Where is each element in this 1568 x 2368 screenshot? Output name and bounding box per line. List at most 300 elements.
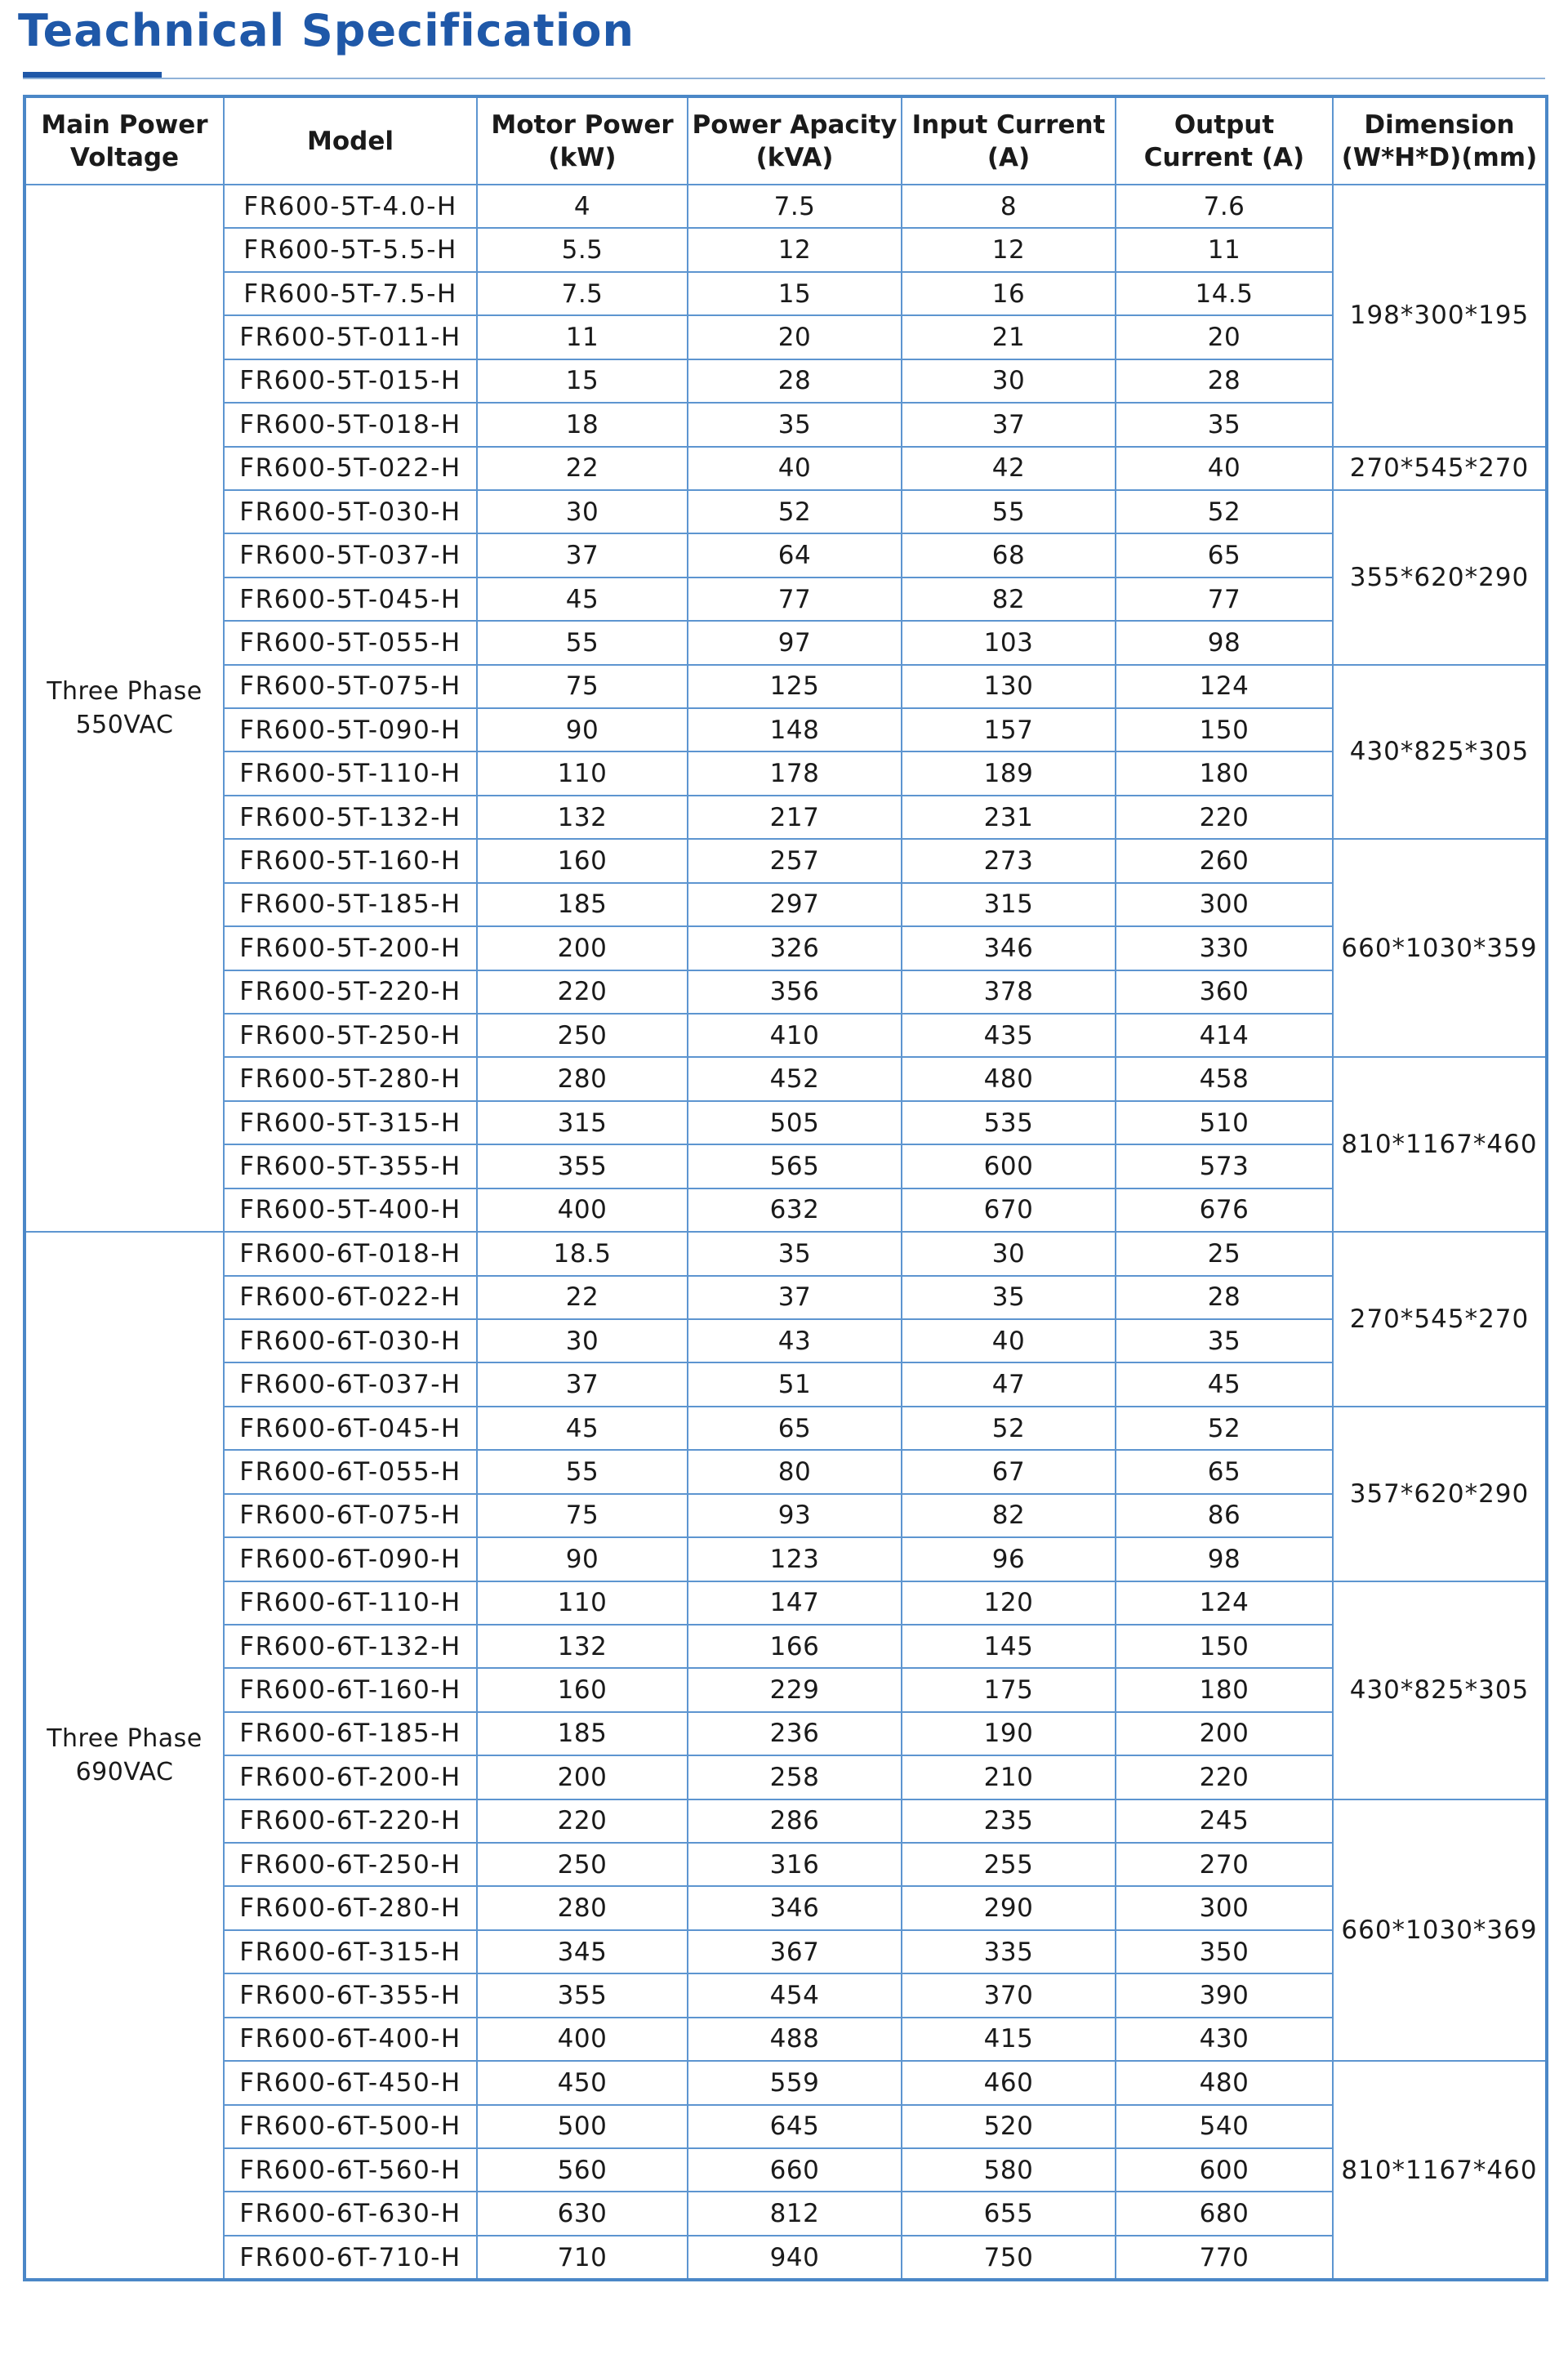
model-cell: FR600-6T-045-H bbox=[224, 1407, 477, 1450]
power-capacity-cell: 166 bbox=[688, 1625, 902, 1668]
power-capacity-cell: 77 bbox=[688, 578, 902, 621]
table-row bbox=[24, 490, 1547, 533]
output-current-cell: 390 bbox=[1116, 1973, 1333, 2017]
input-current-cell: 67 bbox=[902, 1450, 1116, 1493]
motor-power-cell: 45 bbox=[477, 1407, 688, 1450]
motor-power-cell: 220 bbox=[477, 970, 688, 1014]
input-current-cell: 273 bbox=[902, 839, 1116, 882]
power-capacity-cell: 454 bbox=[688, 1973, 902, 2017]
table-row bbox=[24, 1625, 1547, 1668]
dimension-cell: 810*1167*460 bbox=[1333, 1057, 1547, 1232]
table-row bbox=[24, 359, 1547, 403]
dimension-cell: 270*545*270 bbox=[1333, 1232, 1547, 1407]
table-row bbox=[24, 1188, 1547, 1232]
model-cell: FR600-5T-015-H bbox=[224, 359, 477, 403]
table-row bbox=[24, 621, 1547, 664]
model-cell: FR600-6T-200-H bbox=[224, 1755, 477, 1799]
table-row bbox=[24, 1843, 1547, 1886]
model-cell: FR600-5T-185-H bbox=[224, 883, 477, 926]
input-current-cell: 42 bbox=[902, 447, 1116, 490]
header-motor-power: Motor Power (kW) bbox=[477, 96, 688, 185]
power-capacity-cell: 326 bbox=[688, 926, 902, 970]
model-cell: FR600-6T-075-H bbox=[224, 1494, 477, 1537]
motor-power-cell: 110 bbox=[477, 1581, 688, 1625]
model-cell: FR600-5T-018-H bbox=[224, 403, 477, 446]
output-current-cell: 98 bbox=[1116, 621, 1333, 664]
model-cell: FR600-5T-4.0-H bbox=[224, 185, 477, 228]
model-cell: FR600-6T-110-H bbox=[224, 1581, 477, 1625]
model-cell: FR600-6T-450-H bbox=[224, 2061, 477, 2104]
power-capacity-cell: 356 bbox=[688, 970, 902, 1014]
table-row bbox=[24, 2192, 1547, 2235]
model-cell: FR600-6T-185-H bbox=[224, 1712, 477, 1755]
model-cell: FR600-5T-280-H bbox=[224, 1057, 477, 1100]
output-current-cell: 14.5 bbox=[1116, 272, 1333, 315]
output-current-cell: 77 bbox=[1116, 578, 1333, 621]
table-row bbox=[24, 1973, 1547, 2017]
motor-power-cell: 75 bbox=[477, 665, 688, 708]
motor-power-cell: 110 bbox=[477, 751, 688, 795]
power-capacity-cell: 147 bbox=[688, 1581, 902, 1625]
table-row bbox=[24, 1319, 1547, 1362]
model-cell: FR600-6T-315-H bbox=[224, 1930, 477, 1973]
power-capacity-cell: 178 bbox=[688, 751, 902, 795]
model-cell: FR600-5T-037-H bbox=[224, 533, 477, 577]
input-current-cell: 600 bbox=[902, 1144, 1116, 1188]
table-row bbox=[24, 533, 1547, 577]
model-cell: FR600-6T-560-H bbox=[224, 2148, 477, 2192]
input-current-cell: 670 bbox=[902, 1188, 1116, 1232]
output-current-cell: 260 bbox=[1116, 839, 1333, 882]
output-current-cell: 52 bbox=[1116, 1407, 1333, 1450]
motor-power-cell: 560 bbox=[477, 2148, 688, 2192]
output-current-cell: 676 bbox=[1116, 1188, 1333, 1232]
output-current-cell: 510 bbox=[1116, 1101, 1333, 1144]
input-current-cell: 210 bbox=[902, 1755, 1116, 1799]
motor-power-cell: 345 bbox=[477, 1930, 688, 1973]
output-current-cell: 220 bbox=[1116, 1755, 1333, 1799]
input-current-cell: 189 bbox=[902, 751, 1116, 795]
table-row bbox=[24, 2148, 1547, 2192]
table-row bbox=[24, 1014, 1547, 1057]
input-current-cell: 315 bbox=[902, 883, 1116, 926]
power-capacity-cell: 97 bbox=[688, 621, 902, 664]
motor-power-cell: 30 bbox=[477, 1319, 688, 1362]
output-current-cell: 40 bbox=[1116, 447, 1333, 490]
motor-power-cell: 4 bbox=[477, 185, 688, 228]
model-cell: FR600-6T-022-H bbox=[224, 1276, 477, 1319]
power-capacity-cell: 35 bbox=[688, 1232, 902, 1275]
power-capacity-cell: 217 bbox=[688, 796, 902, 839]
output-current-cell: 300 bbox=[1116, 883, 1333, 926]
input-current-cell: 655 bbox=[902, 2192, 1116, 2235]
output-current-cell: 360 bbox=[1116, 970, 1333, 1014]
header-model: Model bbox=[224, 96, 477, 185]
input-current-cell: 190 bbox=[902, 1712, 1116, 1755]
power-capacity-cell: 148 bbox=[688, 708, 902, 751]
output-current-cell: 330 bbox=[1116, 926, 1333, 970]
power-capacity-cell: 316 bbox=[688, 1843, 902, 1886]
power-capacity-cell: 15 bbox=[688, 272, 902, 315]
motor-power-cell: 185 bbox=[477, 1712, 688, 1755]
motor-power-cell: 37 bbox=[477, 533, 688, 577]
power-capacity-cell: 505 bbox=[688, 1101, 902, 1144]
table-row bbox=[24, 1144, 1547, 1188]
output-current-cell: 180 bbox=[1116, 751, 1333, 795]
output-current-cell: 28 bbox=[1116, 359, 1333, 403]
power-capacity-cell: 632 bbox=[688, 1188, 902, 1232]
model-cell: FR600-6T-030-H bbox=[224, 1319, 477, 1362]
motor-power-cell: 18 bbox=[477, 403, 688, 446]
output-current-cell: 414 bbox=[1116, 1014, 1333, 1057]
power-capacity-cell: 258 bbox=[688, 1755, 902, 1799]
power-capacity-cell: 12 bbox=[688, 228, 902, 271]
header-output-current: Output Current (A) bbox=[1116, 96, 1333, 185]
output-current-cell: 180 bbox=[1116, 1668, 1333, 1711]
table-row bbox=[24, 1755, 1547, 1799]
motor-power-cell: 400 bbox=[477, 2018, 688, 2061]
output-current-cell: 65 bbox=[1116, 533, 1333, 577]
table-row bbox=[24, 1581, 1547, 1625]
power-capacity-cell: 367 bbox=[688, 1930, 902, 1973]
input-current-cell: 231 bbox=[902, 796, 1116, 839]
motor-power-cell: 355 bbox=[477, 1144, 688, 1188]
input-current-cell: 40 bbox=[902, 1319, 1116, 1362]
model-cell: FR600-5T-110-H bbox=[224, 751, 477, 795]
motor-power-cell: 280 bbox=[477, 1057, 688, 1100]
power-capacity-cell: 660 bbox=[688, 2148, 902, 2192]
model-cell: FR600-6T-400-H bbox=[224, 2018, 477, 2061]
power-capacity-cell: 286 bbox=[688, 1799, 902, 1843]
model-cell: FR600-5T-220-H bbox=[224, 970, 477, 1014]
motor-power-cell: 280 bbox=[477, 1886, 688, 1929]
power-capacity-cell: 80 bbox=[688, 1450, 902, 1493]
motor-power-cell: 132 bbox=[477, 1625, 688, 1668]
power-capacity-cell: 236 bbox=[688, 1712, 902, 1755]
table-row bbox=[24, 2236, 1547, 2280]
input-current-cell: 30 bbox=[902, 359, 1116, 403]
table-row bbox=[24, 578, 1547, 621]
model-cell: FR600-6T-160-H bbox=[224, 1668, 477, 1711]
input-current-cell: 16 bbox=[902, 272, 1116, 315]
page-title: Teachnical Specification bbox=[18, 5, 635, 56]
output-current-cell: 600 bbox=[1116, 2148, 1333, 2192]
output-current-cell: 25 bbox=[1116, 1232, 1333, 1275]
output-current-cell: 245 bbox=[1116, 1799, 1333, 1843]
model-cell: FR600-5T-132-H bbox=[224, 796, 477, 839]
power-capacity-cell: 346 bbox=[688, 1886, 902, 1929]
output-current-cell: 35 bbox=[1116, 403, 1333, 446]
output-current-cell: 124 bbox=[1116, 1581, 1333, 1625]
voltage-cell: Three Phase 550VAC bbox=[24, 185, 224, 1232]
table-row bbox=[24, 1232, 1547, 1275]
table-row bbox=[24, 883, 1547, 926]
input-current-cell: 47 bbox=[902, 1362, 1116, 1406]
output-current-cell: 52 bbox=[1116, 490, 1333, 533]
header-voltage: Main Power Voltage bbox=[24, 96, 224, 185]
header-row bbox=[24, 96, 1547, 185]
input-current-cell: 37 bbox=[902, 403, 1116, 446]
output-current-cell: 458 bbox=[1116, 1057, 1333, 1100]
dimension-cell: 198*300*195 bbox=[1333, 185, 1547, 447]
table-row bbox=[24, 926, 1547, 970]
dimension-cell: 270*545*270 bbox=[1333, 447, 1547, 490]
model-cell: FR600-5T-7.5-H bbox=[224, 272, 477, 315]
motor-power-cell: 250 bbox=[477, 1843, 688, 1886]
power-capacity-cell: 28 bbox=[688, 359, 902, 403]
header-dimension: Dimension (W*H*D)(mm) bbox=[1333, 96, 1547, 185]
table-row bbox=[24, 185, 1547, 228]
spec-table-body bbox=[24, 185, 1547, 2280]
output-current-cell: 200 bbox=[1116, 1712, 1333, 1755]
power-capacity-cell: 65 bbox=[688, 1407, 902, 1450]
power-capacity-cell: 410 bbox=[688, 1014, 902, 1057]
power-capacity-cell: 229 bbox=[688, 1668, 902, 1711]
input-current-cell: 8 bbox=[902, 185, 1116, 228]
table-row bbox=[24, 751, 1547, 795]
input-current-cell: 346 bbox=[902, 926, 1116, 970]
input-current-cell: 21 bbox=[902, 315, 1116, 359]
input-current-cell: 157 bbox=[902, 708, 1116, 751]
output-current-cell: 11 bbox=[1116, 228, 1333, 271]
header-input-current: Input Current (A) bbox=[902, 96, 1116, 185]
table-row bbox=[24, 2018, 1547, 2061]
output-current-cell: 124 bbox=[1116, 665, 1333, 708]
table-row bbox=[24, 1276, 1547, 1319]
input-current-cell: 370 bbox=[902, 1973, 1116, 2017]
model-cell: FR600-5T-400-H bbox=[224, 1188, 477, 1232]
model-cell: FR600-6T-630-H bbox=[224, 2192, 477, 2235]
motor-power-cell: 90 bbox=[477, 1537, 688, 1581]
motor-power-cell: 200 bbox=[477, 1755, 688, 1799]
table-row bbox=[24, 1668, 1547, 1711]
motor-power-cell: 200 bbox=[477, 926, 688, 970]
table-row bbox=[24, 272, 1547, 315]
output-current-cell: 480 bbox=[1116, 2061, 1333, 2104]
table-row bbox=[24, 708, 1547, 751]
motor-power-cell: 400 bbox=[477, 1188, 688, 1232]
power-capacity-cell: 452 bbox=[688, 1057, 902, 1100]
dimension-cell: 355*620*290 bbox=[1333, 490, 1547, 665]
power-capacity-cell: 40 bbox=[688, 447, 902, 490]
motor-power-cell: 37 bbox=[477, 1362, 688, 1406]
output-current-cell: 20 bbox=[1116, 315, 1333, 359]
motor-power-cell: 55 bbox=[477, 1450, 688, 1493]
motor-power-cell: 630 bbox=[477, 2192, 688, 2235]
motor-power-cell: 22 bbox=[477, 1276, 688, 1319]
power-capacity-cell: 565 bbox=[688, 1144, 902, 1188]
title-divider bbox=[23, 78, 1545, 79]
power-capacity-cell: 35 bbox=[688, 403, 902, 446]
model-cell: FR600-5T-200-H bbox=[224, 926, 477, 970]
input-current-cell: 55 bbox=[902, 490, 1116, 533]
input-current-cell: 255 bbox=[902, 1843, 1116, 1886]
power-capacity-cell: 645 bbox=[688, 2105, 902, 2148]
model-cell: FR600-5T-315-H bbox=[224, 1101, 477, 1144]
input-current-cell: 103 bbox=[902, 621, 1116, 664]
input-current-cell: 68 bbox=[902, 533, 1116, 577]
table-row bbox=[24, 1799, 1547, 1843]
power-capacity-cell: 257 bbox=[688, 839, 902, 882]
model-cell: FR600-6T-355-H bbox=[224, 1973, 477, 2017]
input-current-cell: 52 bbox=[902, 1407, 1116, 1450]
input-current-cell: 580 bbox=[902, 2148, 1116, 2192]
input-current-cell: 750 bbox=[902, 2236, 1116, 2280]
motor-power-cell: 11 bbox=[477, 315, 688, 359]
input-current-cell: 96 bbox=[902, 1537, 1116, 1581]
power-capacity-cell: 488 bbox=[688, 2018, 902, 2061]
table-row bbox=[24, 228, 1547, 271]
motor-power-cell: 18.5 bbox=[477, 1232, 688, 1275]
model-cell: FR600-5T-030-H bbox=[224, 490, 477, 533]
dimension-cell: 357*620*290 bbox=[1333, 1407, 1547, 1581]
power-capacity-cell: 123 bbox=[688, 1537, 902, 1581]
model-cell: FR600-5T-045-H bbox=[224, 578, 477, 621]
motor-power-cell: 160 bbox=[477, 1668, 688, 1711]
model-cell: FR600-5T-011-H bbox=[224, 315, 477, 359]
motor-power-cell: 500 bbox=[477, 2105, 688, 2148]
dimension-cell: 430*825*305 bbox=[1333, 665, 1547, 840]
model-cell: FR600-6T-090-H bbox=[224, 1537, 477, 1581]
input-current-cell: 120 bbox=[902, 1581, 1116, 1625]
power-capacity-cell: 940 bbox=[688, 2236, 902, 2280]
output-current-cell: 573 bbox=[1116, 1144, 1333, 1188]
table-row bbox=[24, 1930, 1547, 1973]
model-cell: FR600-6T-055-H bbox=[224, 1450, 477, 1493]
power-capacity-cell: 51 bbox=[688, 1362, 902, 1406]
motor-power-cell: 7.5 bbox=[477, 272, 688, 315]
input-current-cell: 35 bbox=[902, 1276, 1116, 1319]
motor-power-cell: 15 bbox=[477, 359, 688, 403]
motor-power-cell: 250 bbox=[477, 1014, 688, 1057]
model-cell: FR600-6T-037-H bbox=[224, 1362, 477, 1406]
input-current-cell: 460 bbox=[902, 2061, 1116, 2104]
input-current-cell: 175 bbox=[902, 1668, 1116, 1711]
model-cell: FR600-5T-055-H bbox=[224, 621, 477, 664]
motor-power-cell: 132 bbox=[477, 796, 688, 839]
motor-power-cell: 160 bbox=[477, 839, 688, 882]
input-current-cell: 290 bbox=[902, 1886, 1116, 1929]
input-current-cell: 30 bbox=[902, 1232, 1116, 1275]
output-current-cell: 350 bbox=[1116, 1930, 1333, 1973]
dimension-cell: 660*1030*359 bbox=[1333, 839, 1547, 1057]
table-row bbox=[24, 447, 1547, 490]
model-cell: FR600-5T-160-H bbox=[224, 839, 477, 882]
output-current-cell: 98 bbox=[1116, 1537, 1333, 1581]
output-current-cell: 270 bbox=[1116, 1843, 1333, 1886]
table-row bbox=[24, 1057, 1547, 1100]
input-current-cell: 520 bbox=[902, 2105, 1116, 2148]
output-current-cell: 300 bbox=[1116, 1886, 1333, 1929]
motor-power-cell: 22 bbox=[477, 447, 688, 490]
motor-power-cell: 75 bbox=[477, 1494, 688, 1537]
motor-power-cell: 185 bbox=[477, 883, 688, 926]
motor-power-cell: 30 bbox=[477, 490, 688, 533]
motor-power-cell: 220 bbox=[477, 1799, 688, 1843]
output-current-cell: 220 bbox=[1116, 796, 1333, 839]
input-current-cell: 235 bbox=[902, 1799, 1116, 1843]
input-current-cell: 415 bbox=[902, 2018, 1116, 2061]
model-cell: FR600-5T-075-H bbox=[224, 665, 477, 708]
header-power-capacity: Power Apacity (kVA) bbox=[688, 96, 902, 185]
input-current-cell: 82 bbox=[902, 1494, 1116, 1537]
table-row bbox=[24, 403, 1547, 446]
model-cell: FR600-6T-018-H bbox=[224, 1232, 477, 1275]
motor-power-cell: 710 bbox=[477, 2236, 688, 2280]
model-cell: FR600-6T-132-H bbox=[224, 1625, 477, 1668]
table-row bbox=[24, 1712, 1547, 1755]
output-current-cell: 150 bbox=[1116, 1625, 1333, 1668]
table-row bbox=[24, 796, 1547, 839]
output-current-cell: 770 bbox=[1116, 2236, 1333, 2280]
motor-power-cell: 45 bbox=[477, 578, 688, 621]
input-current-cell: 82 bbox=[902, 578, 1116, 621]
power-capacity-cell: 559 bbox=[688, 2061, 902, 2104]
power-capacity-cell: 297 bbox=[688, 883, 902, 926]
output-current-cell: 65 bbox=[1116, 1450, 1333, 1493]
output-current-cell: 28 bbox=[1116, 1276, 1333, 1319]
input-current-cell: 480 bbox=[902, 1057, 1116, 1100]
input-current-cell: 145 bbox=[902, 1625, 1116, 1668]
output-current-cell: 430 bbox=[1116, 2018, 1333, 2061]
motor-power-cell: 5.5 bbox=[477, 228, 688, 271]
power-capacity-cell: 93 bbox=[688, 1494, 902, 1537]
dimension-cell: 810*1167*460 bbox=[1333, 2061, 1547, 2280]
output-current-cell: 150 bbox=[1116, 708, 1333, 751]
model-cell: FR600-5T-250-H bbox=[224, 1014, 477, 1057]
input-current-cell: 335 bbox=[902, 1930, 1116, 1973]
power-capacity-cell: 812 bbox=[688, 2192, 902, 2235]
output-current-cell: 86 bbox=[1116, 1494, 1333, 1537]
input-current-cell: 435 bbox=[902, 1014, 1116, 1057]
model-cell: FR600-6T-280-H bbox=[224, 1886, 477, 1929]
table-row bbox=[24, 2061, 1547, 2104]
table-row bbox=[24, 1362, 1547, 1406]
table-row bbox=[24, 1537, 1547, 1581]
table-row bbox=[24, 2105, 1547, 2148]
power-capacity-cell: 37 bbox=[688, 1276, 902, 1319]
output-current-cell: 7.6 bbox=[1116, 185, 1333, 228]
voltage-cell: Three Phase 690VAC bbox=[24, 1232, 224, 2280]
table-row bbox=[24, 1407, 1547, 1450]
motor-power-cell: 55 bbox=[477, 621, 688, 664]
motor-power-cell: 355 bbox=[477, 1973, 688, 2017]
model-cell: FR600-6T-250-H bbox=[224, 1843, 477, 1886]
model-cell: FR600-5T-5.5-H bbox=[224, 228, 477, 271]
model-cell: FR600-5T-355-H bbox=[224, 1144, 477, 1188]
table-row bbox=[24, 1450, 1547, 1493]
output-current-cell: 45 bbox=[1116, 1362, 1333, 1406]
input-current-cell: 12 bbox=[902, 228, 1116, 271]
model-cell: FR600-5T-090-H bbox=[224, 708, 477, 751]
table-row bbox=[24, 1494, 1547, 1537]
input-current-cell: 130 bbox=[902, 665, 1116, 708]
motor-power-cell: 450 bbox=[477, 2061, 688, 2104]
model-cell: FR600-6T-710-H bbox=[224, 2236, 477, 2280]
power-capacity-cell: 43 bbox=[688, 1319, 902, 1362]
table-row bbox=[24, 839, 1547, 882]
power-capacity-cell: 64 bbox=[688, 533, 902, 577]
power-capacity-cell: 125 bbox=[688, 665, 902, 708]
motor-power-cell: 315 bbox=[477, 1101, 688, 1144]
power-capacity-cell: 7.5 bbox=[688, 185, 902, 228]
table-row bbox=[24, 315, 1547, 359]
model-cell: FR600-6T-500-H bbox=[224, 2105, 477, 2148]
table-row bbox=[24, 970, 1547, 1014]
input-current-cell: 535 bbox=[902, 1101, 1116, 1144]
table-row bbox=[24, 665, 1547, 708]
output-current-cell: 35 bbox=[1116, 1319, 1333, 1362]
